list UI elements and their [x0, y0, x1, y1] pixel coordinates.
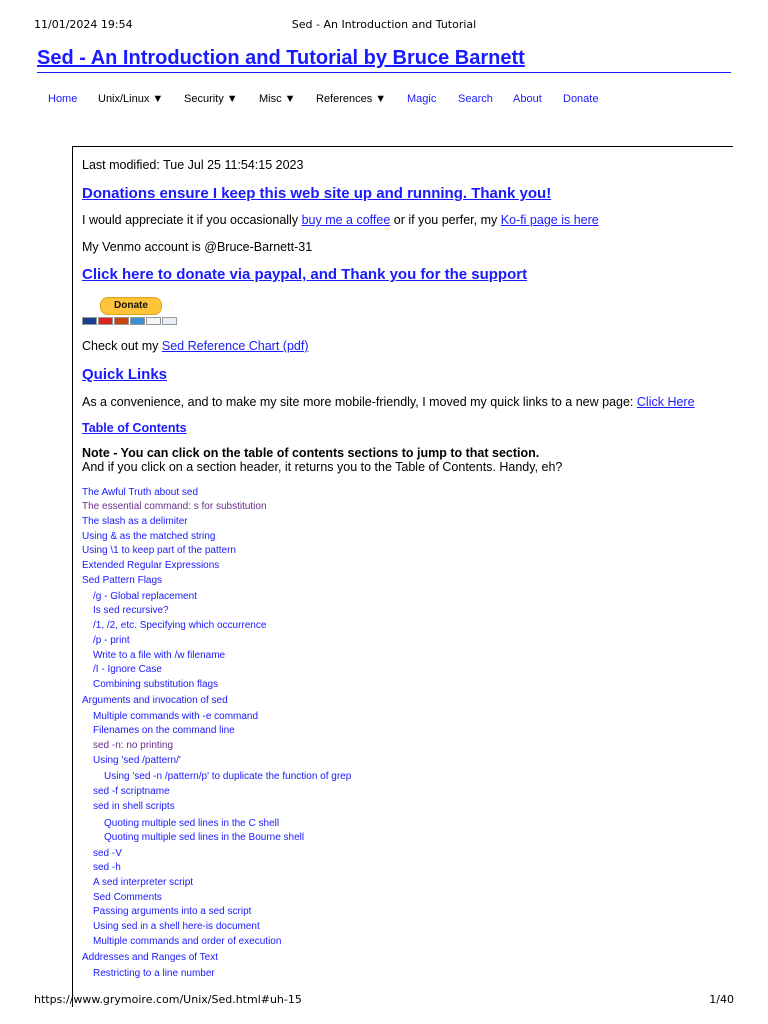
nav-references-dropdown[interactable]: References ▼ — [316, 93, 387, 105]
toc-link[interactable]: Passing arguments into a sed script — [93, 906, 252, 917]
toc-link[interactable]: Quoting multiple sed lines in the C shell — [104, 818, 280, 829]
nav-misc-dropdown[interactable]: Misc ▼ — [259, 93, 296, 105]
last-modified: Last modified: Tue Jul 25 11:54:15 2023 — [82, 158, 304, 172]
print-footer — [34, 993, 734, 1007]
print-title: Sed - An Introduction and Tutorial — [291, 18, 477, 31]
venmo-text: My Venmo account is @Bruce-Barnett-31 — [82, 240, 313, 254]
appreciate-text-2: or if you perfer, my — [390, 213, 501, 227]
paypal-heading[interactable]: Click here to donate via paypal, and Thank you for the support — [82, 266, 528, 283]
toc-link[interactable]: Using 'sed -n /pattern/p' to duplicate the function of grep — [104, 771, 352, 782]
toc-link[interactable]: A sed interpreter script — [93, 877, 194, 888]
print-url: https://www.grymoire.com/Unix/Sed.html#uh-15 — [34, 993, 302, 1006]
site-title — [37, 47, 731, 73]
print-header — [34, 18, 734, 32]
toc-link[interactable]: Sed Pattern Flags — [82, 575, 163, 586]
toc-link[interactable]: The Awful Truth about sed — [82, 487, 199, 498]
toc-link[interactable]: Combining substitution flags — [93, 679, 219, 690]
appreciate-text-1: I would appreciate it if you occasionally — [82, 213, 302, 227]
toc-link[interactable]: Arguments and invocation of sed — [82, 695, 228, 706]
toc-link[interactable]: Addresses and Ranges of Text — [82, 952, 219, 963]
nav-unix-linux-dropdown[interactable]: Unix/Linux ▼ — [98, 93, 164, 105]
toc-link[interactable]: /g - Global replacement — [93, 591, 197, 602]
toc-link[interactable]: sed -V — [93, 848, 122, 859]
toc-heading[interactable]: Table of Contents — [82, 421, 187, 435]
print-page-number: 1/40 — [709, 993, 734, 1006]
toc-link[interactable]: Extended Regular Expressions — [82, 560, 220, 571]
toc-link[interactable]: Write to a file with /w filename — [93, 650, 226, 661]
buy-coffee-link[interactable]: buy me a coffee — [301, 213, 391, 227]
discover-icon — [146, 317, 161, 325]
convenience-paragraph — [82, 395, 695, 409]
toc-link[interactable]: Sed Comments — [93, 892, 162, 903]
toc-link[interactable]: Is sed recursive? — [93, 605, 169, 616]
print-date: 11/01/2024 19:54 — [34, 18, 133, 31]
toc-note-text: And if you click on a section header, it returns you to the Table of Contents. Handy, eh? — [82, 460, 563, 474]
checkout-text: Check out my — [82, 339, 162, 353]
nav-magic-link[interactable]: Magic — [407, 93, 437, 105]
nav-about-link[interactable]: About — [513, 93, 542, 105]
toc-link[interactable]: Restricting to a line number — [93, 968, 215, 979]
appreciate-paragraph — [82, 213, 599, 227]
toc-link[interactable]: The essential command: s for substitution — [82, 501, 267, 512]
checkout-paragraph — [82, 339, 309, 353]
toc-link[interactable]: sed -f scriptname — [93, 786, 170, 797]
convenience-text: As a convenience, and to make my site more mobile-friendly, I moved my quick links to a new page: — [82, 395, 637, 409]
quick-links-click-here-link[interactable]: Click Here — [636, 395, 695, 409]
paypal-donate-widget[interactable] — [82, 297, 182, 327]
nav-search-link[interactable]: Search — [458, 93, 493, 105]
visa-icon — [82, 317, 97, 325]
toc-link[interactable]: Multiple commands with -e command — [93, 711, 259, 722]
toc-link[interactable]: sed in shell scripts — [93, 801, 175, 812]
toc-link[interactable]: Using 'sed /pattern/' — [93, 755, 181, 766]
nav-donate-link[interactable]: Donate — [563, 93, 599, 105]
toc-note-bold: Note - You can click on the table of contents sections to jump to that section. — [82, 446, 540, 460]
toc-link[interactable]: Multiple commands and order of execution — [93, 936, 282, 947]
mastercard-icon — [98, 317, 113, 325]
toc-link[interactable]: Quoting multiple sed lines in the Bourne shell — [104, 832, 305, 843]
nav-home-link[interactable]: Home — [48, 93, 78, 105]
maestro-icon — [114, 317, 129, 325]
quick-links-heading[interactable]: Quick Links — [82, 366, 168, 383]
toc-link[interactable]: /p - print — [93, 635, 130, 646]
toc-link[interactable]: Filenames on the command line — [93, 725, 235, 736]
paypal-donate-button[interactable]: Donate — [100, 297, 162, 315]
toc-link[interactable]: The slash as a delimiter — [82, 516, 188, 527]
donations-heading[interactable]: Donations ensure I keep this web site up and running. Thank you! — [82, 185, 552, 202]
toc-link[interactable]: /1, /2, etc. Specifying which occurrence — [93, 620, 267, 631]
toc-link[interactable]: Using & as the matched string — [82, 531, 216, 542]
unionpay-icon — [162, 317, 177, 325]
toc-link[interactable]: Using sed in a shell here-is document — [93, 921, 260, 932]
toc-link[interactable]: Using \1 to keep part of the pattern — [82, 545, 236, 556]
kofi-link[interactable]: Ko-fi page is here — [500, 213, 599, 227]
toc-link[interactable]: sed -h — [93, 862, 121, 873]
amex-icon — [130, 317, 145, 325]
sed-reference-chart-link[interactable]: Sed Reference Chart (pdf) — [161, 339, 309, 353]
toc-link[interactable]: /I - Ignore Case — [93, 664, 162, 675]
toc-link[interactable]: sed -n: no printing — [93, 740, 174, 751]
nav-security-dropdown[interactable]: Security ▼ — [184, 93, 238, 105]
site-title-link[interactable]: Sed - An Introduction and Tutorial by Bruce Barnett — [37, 47, 525, 69]
